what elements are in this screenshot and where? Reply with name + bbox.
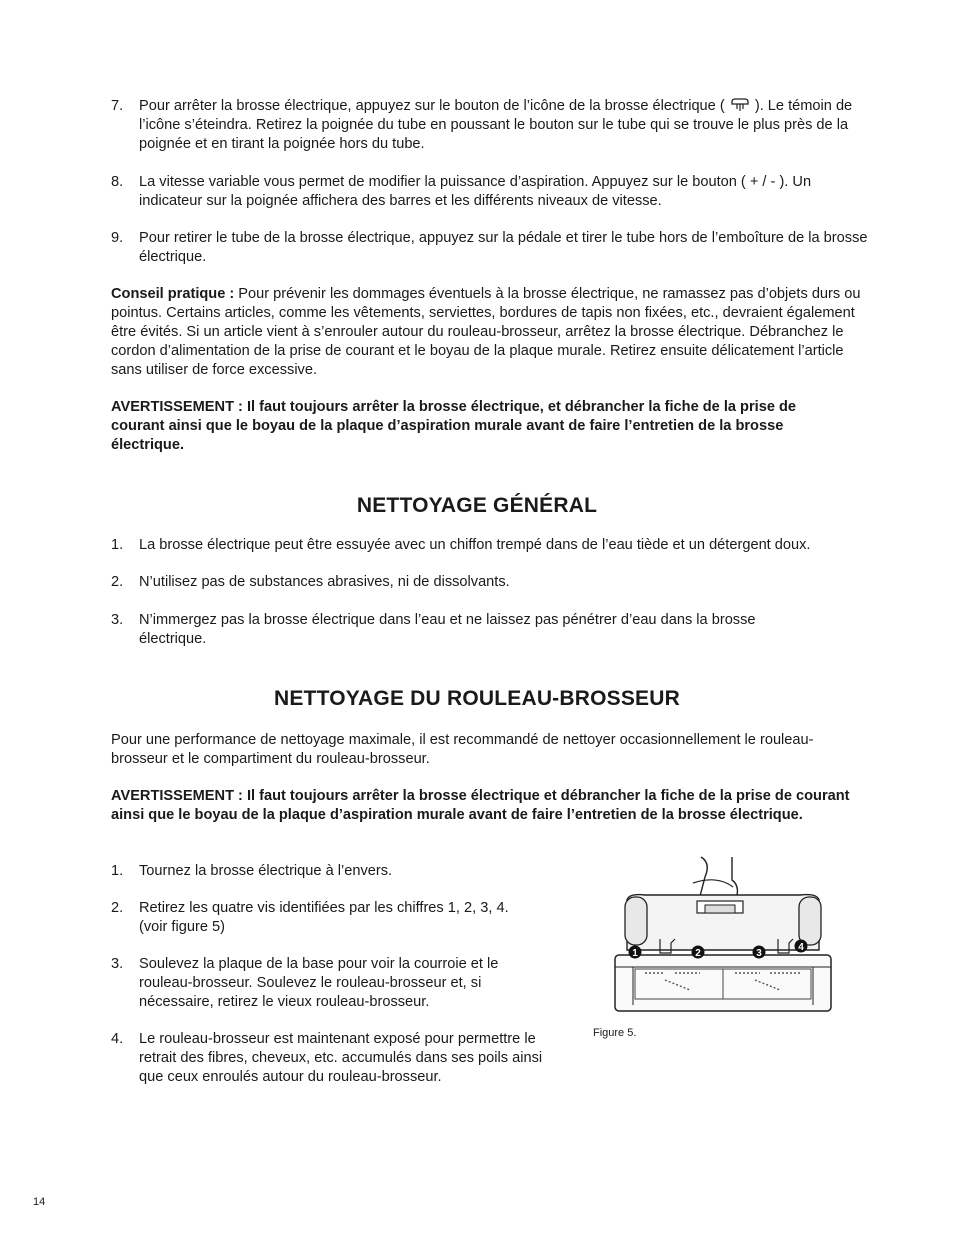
step-7: [111, 97, 871, 154]
item-text: N’immergez pas la brosse électrique dans l’eau et ne laissez pas pénétrer d’eau dans la brosse électrique.: [139, 612, 756, 647]
svg-text:4: 4: [798, 942, 804, 953]
item-number: 4.: [111, 1031, 124, 1047]
cleaning-item-3: [111, 611, 811, 649]
item-text: La brosse électrique peut être essuyée avec un chiffon trempé dans de l’eau tiède et un détergent doux.: [139, 537, 811, 553]
section-heading-general-cleaning: NETTOYAGE GÉNÉRAL: [356, 494, 598, 517]
item-number: 2.: [111, 900, 124, 916]
warning-paragraph: AVERTISSEMENT : Il faut toujours arrêter la brosse électrique, et débrancher la fiche de la prise de courant ainsi que le boyau de la plaque d’aspiration murale avant de faire l’entretien de la brosse électrique.: [111, 399, 797, 453]
step-number: 9.: [111, 230, 124, 246]
item-number: 2.: [111, 574, 124, 590]
cleaning-item-2: [111, 573, 871, 592]
step-8: [111, 173, 871, 211]
cleaning-item-1: [111, 536, 871, 555]
svg-text:3: 3: [756, 948, 762, 959]
section-heading-brush-roll-cleaning: NETTOYAGE DU ROULEAU-BROSSEUR: [273, 687, 680, 710]
power-brush-icon: [729, 98, 751, 113]
item-text: N’utilisez pas de substances abrasives, ni de dissolvants.: [139, 574, 510, 590]
item-text: Le rouleau-brosseur est maintenant exposé pour permettre le retrait des fibres, cheveux, etc. accumulés dans ses poils ainsi que ceux enroulés autour du rouleau-brosseur.: [139, 1031, 543, 1085]
step-text-part1: Pour arrêter la brosse électrique, appuyez sur le bouton de l’icône de la brosse électrique (: [139, 98, 725, 114]
item-text: Soulevez la plaque de la base pour voir la courroie et le rouleau-brosseur. Soulevez le rouleau-brosseur et, si nécessaire, retirez le vieux rouleau-brosseur.: [139, 956, 499, 1010]
figure-caption: Figure 5.: [593, 1027, 637, 1039]
item-number: 1.: [111, 863, 124, 879]
tip-paragraph: [111, 285, 861, 380]
item-text: Tournez la brosse électrique à l’envers.: [139, 863, 393, 879]
tip-label: Conseil pratique :: [111, 286, 235, 302]
step-9: [111, 229, 871, 267]
svg-text:1: 1: [632, 948, 638, 959]
power-brush-underside-illustration: [605, 855, 840, 1020]
svg-text:2: 2: [695, 948, 701, 959]
intro-paragraph: Pour une performance de nettoyage maximale, il est recommandé de nettoyer occasionnellement le rouleau-brosseur et le compartiment du rouleau-brosseur.: [111, 732, 814, 767]
item-text: Retirez les quatre vis identifiées par les chiffres 1, 2, 3, 4. (voir figure 5): [139, 900, 509, 935]
item-number: 1.: [111, 537, 124, 553]
step-number: 7.: [111, 98, 124, 114]
step-text: La vitesse variable vous permet de modifier la puissance d’aspiration. Appuyez sur le bouton ( + / - ). Un indicateur sur la poignée affichera des barres et les différents niveaux de vitesse.: [139, 174, 812, 209]
step-text: Pour retirer le tube de la brosse électrique, appuyez sur la pédale et tirer le tube hors de l’emboîture de la brosse électrique.: [139, 230, 868, 265]
tip-text: Pour prévenir les dommages éventuels à la brosse électrique, ne ramassez pas d’objets durs ou pointus. Certains articles, comme les vêtements, serviettes, bordures de tapis non fixées, etc., devraient également être évités. Si un article vient à s’enrouler autour du rouleau-brosseur, arrêtez la brosse électrique. Débranchez le cordon d’alimentation de la prise de courant et le boyau de la plaque murale. Retirez ensuite délicatement l’article sans utiliser de force excessive.: [111, 286, 861, 378]
step-text-part2: ). Le témoin de l’icône s’éteindra. Retirez la poignée du tube en poussant le bouton sur le tube qui se trouve le plus près de la poignée et en tirant la poignée hors du tube.: [139, 98, 853, 152]
page-number: 14: [33, 1196, 46, 1208]
item-number: 3.: [111, 612, 124, 628]
roller-step-4: [111, 1030, 871, 1087]
step-number: 8.: [111, 174, 124, 190]
item-number: 3.: [111, 956, 124, 972]
screw-marker-4: [795, 940, 808, 954]
warning-paragraph: AVERTISSEMENT : Il faut toujours arrêter la brosse électrique et débrancher la fiche de la prise de courant ainsi que le boyau de la plaque d’aspiration murale avant de faire l’entretien de la brosse électrique.: [111, 788, 850, 823]
